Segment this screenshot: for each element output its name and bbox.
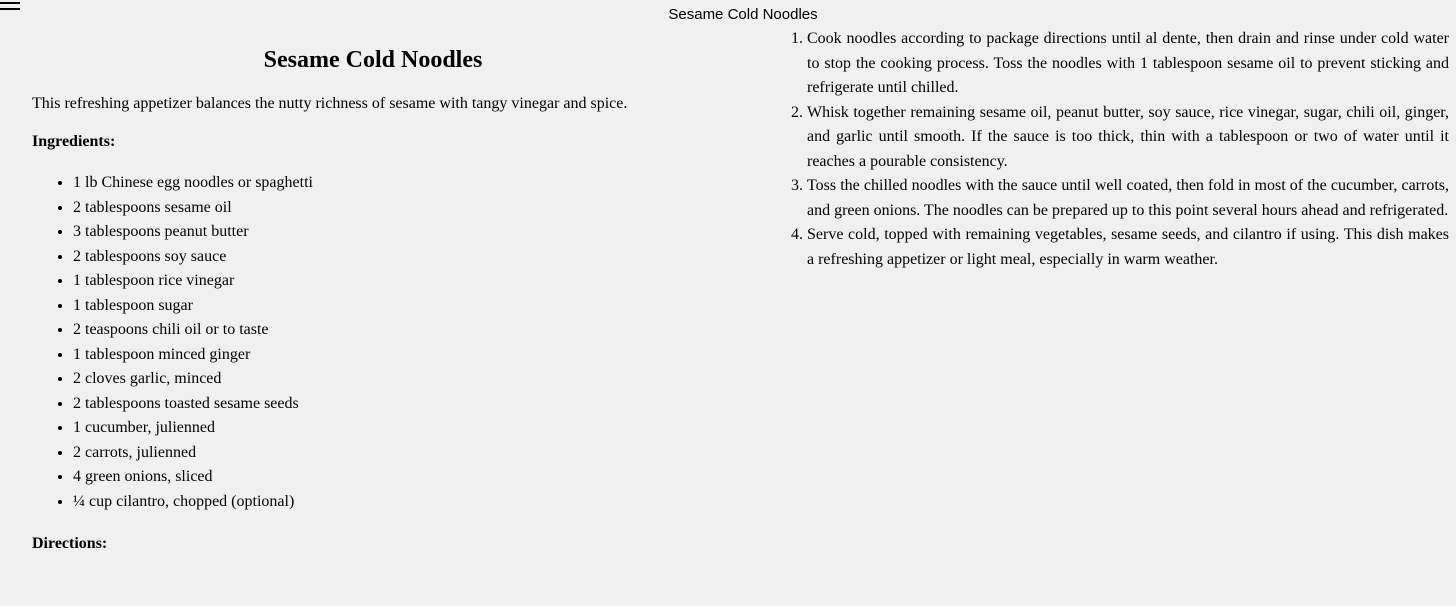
recipe-left-column — [32, 43, 714, 555]
ingredient-item: • 2 carrots, julienned — [73, 441, 714, 466]
recipe-intro: This refreshing appetizer balances the nutty richness of sesame with tangy vinegar and spice. — [32, 95, 628, 112]
directions-heading: Directions: — [32, 535, 108, 552]
ingredient-item: • 3 tablespoons peanut butter — [73, 220, 714, 245]
ingredient-item: • 2 tablespoons soy sauce — [73, 245, 714, 270]
page-header-title: Sesame Cold Noodles — [668, 6, 818, 23]
ingredients-heading: Ingredients: — [32, 133, 116, 150]
direction-step: 4. Serve cold, topped with remaining vegetables, sesame seeds, and cilantro if using. This dish makes a refreshing appetizer or light meal, especially in warm weather. — [807, 223, 1449, 272]
ingredient-item: • 2 tablespoons sesame oil — [73, 196, 714, 221]
ingredient-item: • ¼ cup cilantro, chopped (optional) — [73, 490, 714, 515]
direction-step: 3. Toss the chilled noodles with the sauce until well coated, then fold in most of the cucumber, carrots, and green onions. The noodles can be prepared up to this point several hours ahead and refrigerated. — [807, 174, 1449, 223]
directions-list — [782, 27, 1449, 272]
ingredients-list — [32, 171, 714, 514]
ingredient-item: • 1 tablespoon sugar — [73, 294, 714, 319]
recipe-title: Sesame Cold Noodles — [263, 47, 483, 73]
ingredient-item: • 2 teaspoons chili oil or to taste — [73, 318, 714, 343]
ingredient-item: • 2 tablespoons toasted sesame seeds — [73, 392, 714, 417]
ingredient-item: • 1 tablespoon rice vinegar — [73, 269, 714, 294]
ingredient-item: • 4 green onions, sliced — [73, 465, 714, 490]
direction-step: 1. Cook noodles according to package directions until al dente, then drain and rinse under cold water to stop the cooking process. Toss the noodles with 1 tablespoon sesame oil to prevent sticking and refrigerate until chilled. — [807, 27, 1449, 101]
direction-step: 2. Whisk together remaining sesame oil, peanut butter, soy sauce, rice vinegar, sugar, chili oil, ginger, and garlic until smooth. If the sauce is too thick, thin with a tablespoon or two of water until it reaches a pourable consistency. — [807, 101, 1449, 175]
ingredient-item: • 1 lb Chinese egg noodles or spaghetti — [73, 171, 714, 196]
recipe-right-column — [782, 27, 1449, 272]
ingredient-item: • 1 cucumber, julienned — [73, 416, 714, 441]
ingredient-item: • 2 cloves garlic, minced — [73, 367, 714, 392]
menu-bar — [0, 2, 20, 4]
ingredient-item: • 1 tablespoon minced ginger — [73, 343, 714, 368]
